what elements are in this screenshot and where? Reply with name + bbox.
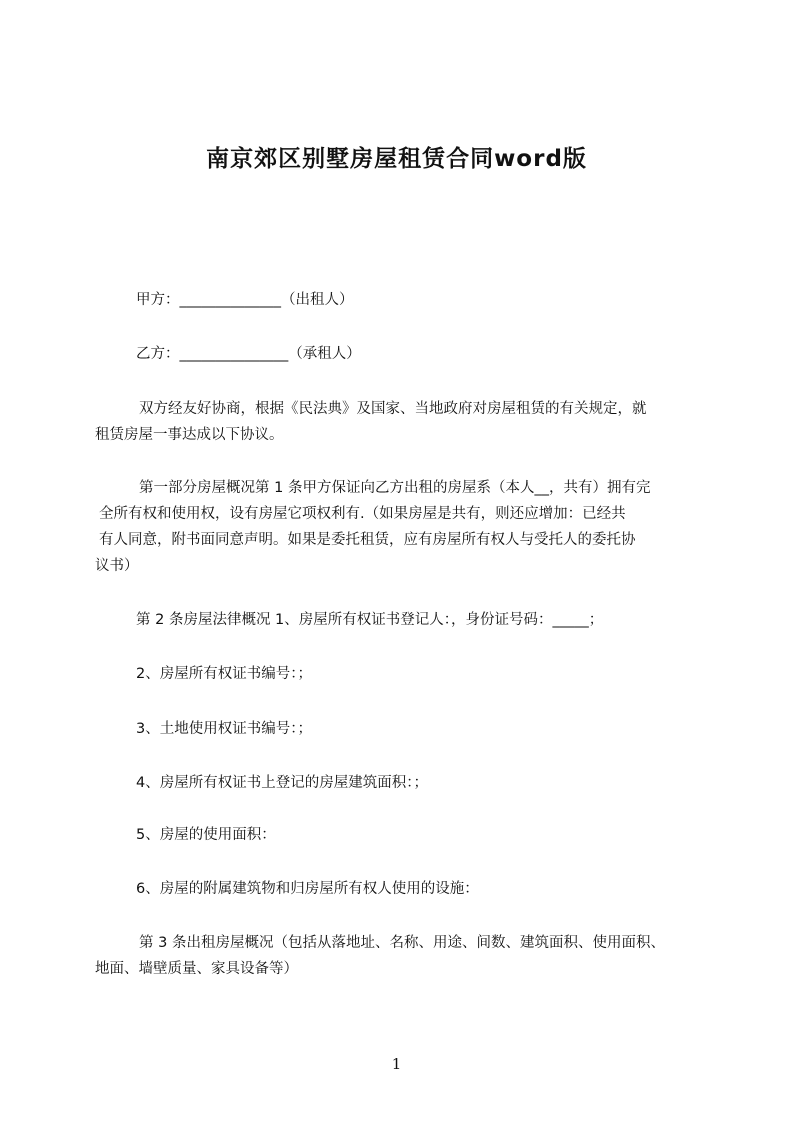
intro-line: 双方经友好协商，根据《民法典》及国家、当地政府对房屋租赁的有关规定，就 <box>139 401 647 417</box>
item-6-line: 6、房屋的附属建筑物和归房屋所有权人使用的设施： <box>136 881 479 897</box>
item-3-line: 3、土地使用权证书编号：； <box>136 721 312 737</box>
article-3-paragraph <box>95 930 715 982</box>
intro-line: 租赁房屋一事达成以下协议。 <box>95 427 284 443</box>
intro-paragraph <box>95 396 715 448</box>
item-4-line: 4、房屋所有权证书上登记的房屋建筑面积：； <box>136 775 428 791</box>
part1-line: 第一部分房屋概况第 1 条甲方保证向乙方出租的房屋系（本人__，共有）拥有完 <box>139 480 651 496</box>
part1-line: 有人同意，附书面同意声明。如果是委托租赁，应有房屋所有权人与受托人的委托协 <box>99 532 636 548</box>
item-5-line: 5、房屋的使用面积： <box>136 827 276 843</box>
document-title: 南京郊区别墅房屋租赁合同word版 <box>206 146 587 172</box>
article-3-line: 地面、墙壁质量、家具设备等） <box>95 961 298 977</box>
part1-line: 议书） <box>95 558 139 574</box>
party-b-line: 乙方：_______________（承租人） <box>136 346 361 362</box>
item-2-line: 2、房屋所有权证书编号：； <box>136 666 312 682</box>
part1-line: 全所有权和使用权，设有房屋它项权利有.（如果房屋是共有，则还应增加：已经共 <box>99 506 626 522</box>
article-2-line: 第 2 条房屋法律概况 1、房屋所有权证书登记人：，身份证号码：_____； <box>136 612 604 628</box>
page-number: 1 <box>391 1055 402 1073</box>
article-3-line: 第 3 条出租房屋概况（包括从落地址、名称、用途、间数、建筑面积、使用面积、 <box>139 935 665 951</box>
part1-paragraph <box>95 475 715 579</box>
party-a-line: 甲方：______________（出租人） <box>136 292 354 308</box>
